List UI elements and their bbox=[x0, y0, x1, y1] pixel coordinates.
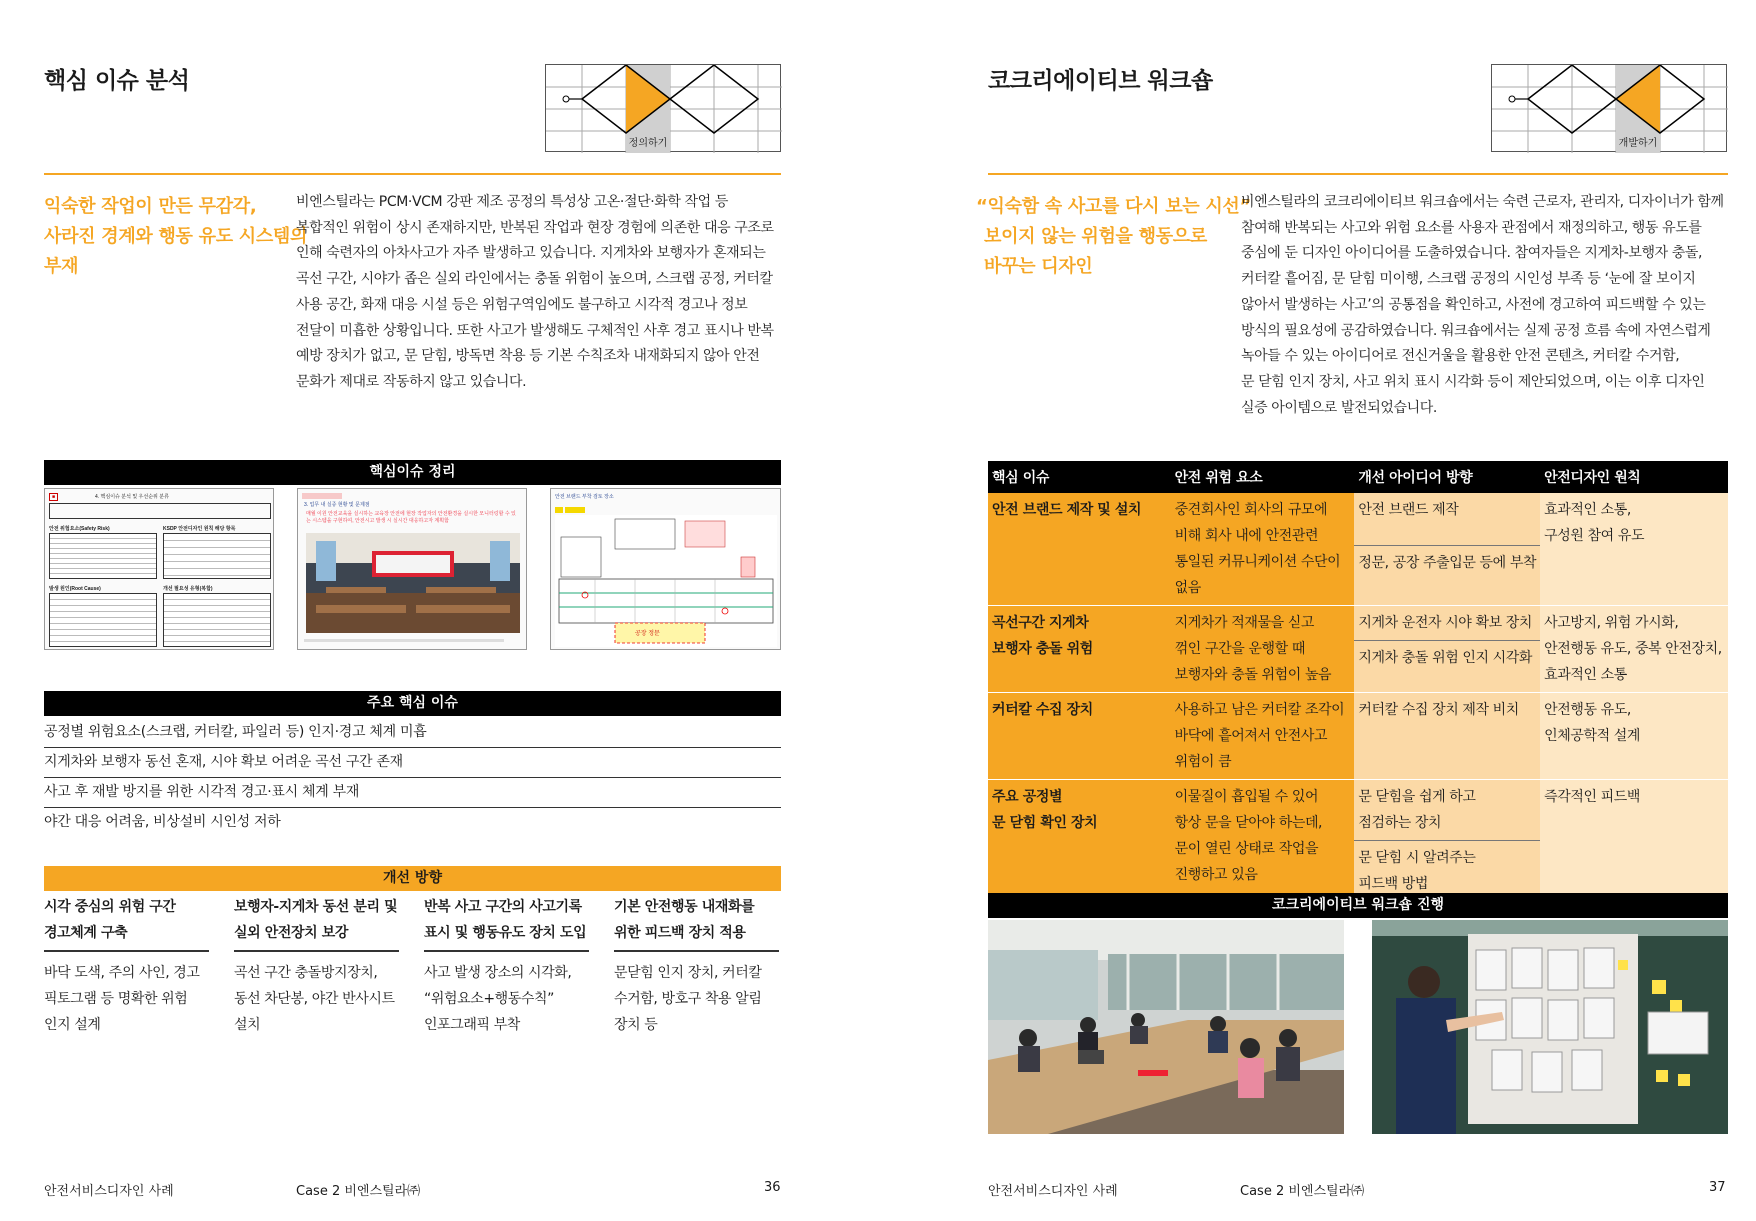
thumbnail-text: 공장 정문 bbox=[635, 631, 660, 637]
page-title: 코크리에이티브 워크숍 bbox=[988, 68, 1213, 94]
cell-line: 중견회사인 회사의 규모에 bbox=[1174, 502, 1328, 518]
direction-column bbox=[44, 894, 209, 1038]
cell-line: 즉각적인 피드백 bbox=[1544, 789, 1641, 805]
cell-line: 주요 공정별 bbox=[992, 789, 1063, 805]
idea-item bbox=[1354, 606, 1540, 640]
idea-item bbox=[1354, 840, 1540, 901]
cell-line: 통일된 커뮤니케이션 수단이 bbox=[1174, 554, 1341, 570]
cell-line: 보행자와 충돌 위험이 높음 bbox=[1174, 667, 1332, 683]
body-line: 참여해 반복되는 사고와 위험 요소를 사용자 관점에서 재정의하고, 행동 유도를 bbox=[1241, 219, 1702, 236]
body-line: 커터칼 흩어짐, 문 닫힘 미이행, 스크랩 공정의 시인성 부족 등 ‘눈에 잘 보이지 bbox=[1241, 271, 1696, 288]
divider bbox=[44, 173, 781, 175]
direction-body bbox=[614, 952, 779, 1038]
body-line: 않아서 발생하는 사고’의 공통점을 확인하고, 사전에 경고하여 피드백할 수 있는 bbox=[1241, 296, 1706, 313]
subheading-line: 익숙한 작업이 만든 무감각, bbox=[44, 196, 257, 217]
table-row bbox=[988, 493, 1728, 606]
subheading-line: 부재 bbox=[44, 256, 79, 277]
footer-case: Case 2 비엔스틸라㈜ bbox=[296, 1184, 421, 1199]
direction-heading-line: 위한 피드백 장치 적용 bbox=[614, 925, 746, 941]
cell-line: 비해 회사 내에 안전관련 bbox=[1174, 528, 1319, 544]
table-header: 안전디자인 원칙 bbox=[1540, 461, 1728, 493]
cell-line: 커터칼 수집 장치 bbox=[992, 702, 1093, 718]
cell-line: 사용하고 남은 커터칼 조각이 bbox=[1174, 702, 1345, 718]
divider bbox=[988, 173, 1728, 175]
cell-line: 구성원 참여 유도 bbox=[1544, 528, 1645, 544]
body-paragraph bbox=[1241, 190, 1729, 421]
body-line: 예방 장치가 없고, 문 닫힘, 방독면 착용 등 기본 수칙조차 내재화되지 않아 안전 bbox=[296, 348, 760, 365]
direction-heading-line: 반복 사고 구간의 사고기록 bbox=[424, 899, 582, 915]
direction-column bbox=[234, 894, 399, 1038]
cell-line: 안전행동 유도, bbox=[1544, 702, 1631, 718]
table-cell-risk bbox=[1171, 493, 1355, 606]
table-cell-risk bbox=[1171, 606, 1355, 693]
section-bar-summary: 핵심이슈 정리 bbox=[44, 460, 781, 485]
page-title: 핵심 이슈 분석 bbox=[44, 68, 190, 94]
page-number: 37 bbox=[1709, 1180, 1726, 1195]
table-cell-risk bbox=[1171, 693, 1355, 780]
body-line: 방식의 필요성에 공감하였습니다. 워크숍에서는 실제 공정 흐름 속에 자연스럽게 bbox=[1241, 322, 1711, 339]
direction-body bbox=[44, 952, 209, 1038]
body-paragraph bbox=[296, 190, 784, 396]
footer-publication: 안전서비스디자인 사례 bbox=[988, 1184, 1118, 1199]
table-header: 핵심 이슈 bbox=[988, 461, 1171, 493]
table-cell-issue bbox=[988, 693, 1171, 780]
cell-line: 바닥에 흩어져서 안전사고 bbox=[1174, 728, 1328, 744]
cell-line: 효과적인 소통, bbox=[1544, 502, 1631, 518]
direction-body-line: 설치 bbox=[234, 1017, 261, 1033]
table-row bbox=[988, 780, 1728, 902]
direction-heading bbox=[424, 894, 589, 952]
table-cell-principle bbox=[1540, 693, 1728, 780]
table-cell-principle bbox=[1540, 780, 1728, 902]
table-row bbox=[988, 606, 1728, 693]
subheading bbox=[44, 192, 308, 282]
idea-item bbox=[1354, 545, 1540, 580]
direction-body-line: 바닥 도색, 주의 사인, 경고 bbox=[44, 965, 200, 981]
workshop-photo-board bbox=[1372, 920, 1728, 1134]
body-line: 문 닫힘 인지 장치, 사고 위치 표시 시각화 등이 제안되었으며, 이는 이후 디자인 bbox=[1241, 373, 1705, 390]
subheading-line: “익숙함 속 사고를 다시 보는 시선” bbox=[976, 196, 1252, 217]
section-bar-direction: 개선 방향 bbox=[44, 866, 781, 891]
list-item: 공정별 위험요소(스크랩, 커터칼, 파일러 등) 인지·경고 체계 미흡 bbox=[44, 718, 781, 748]
cell-line: 안전 브랜드 제작 및 설치 bbox=[992, 502, 1142, 518]
footer-publication: 안전서비스디자인 사례 bbox=[44, 1184, 174, 1199]
issue-table bbox=[988, 461, 1728, 902]
body-line: 비엔스틸라의 코크리에이티브 워크숍에서는 숙련 근로자, 관리자, 디자이너가 함께 bbox=[1241, 194, 1724, 210]
thumbnail-text: 안전 위험요소(Safety Risk) bbox=[49, 526, 110, 532]
body-line: 전달이 미흡한 상황입니다. 또한 사고가 발생해도 구체적인 사후 경고 표시나 반복 bbox=[296, 322, 774, 339]
list-item: 사고 후 재발 방지를 위한 시각적 경고·표시 체계 부재 bbox=[44, 778, 781, 808]
cell-line: 점검하는 장치 bbox=[1358, 815, 1442, 831]
thumbnail-training-room-slide bbox=[297, 488, 527, 650]
subheading-line: 보이지 않는 위험을 행동으로 bbox=[984, 226, 1207, 247]
direction-heading bbox=[234, 894, 399, 952]
body-line: 비엔스틸라는 PCM·VCM 강판 제조 공정의 특성상 고온·절단·화학 작업 등 bbox=[296, 194, 728, 210]
process-diagram bbox=[545, 64, 781, 152]
cell-line: 지게차 충돌 위험 인지 시각화 bbox=[1358, 650, 1533, 666]
cell-line: 효과적인 소통 bbox=[1544, 667, 1627, 683]
body-line: 곡선 구간, 시야가 좁은 실외 라인에서는 충돌 위험이 높으며, 스크랩 공정, 커터칼 bbox=[296, 271, 773, 288]
cell-line: 곡선구간 지게차 bbox=[992, 615, 1089, 631]
workshop-photo-meeting bbox=[988, 920, 1344, 1134]
direction-heading-line: 실외 안전장치 보강 bbox=[234, 925, 348, 941]
subheading-line: 바꾸는 디자인 bbox=[984, 256, 1093, 277]
direction-body-line: “위험요소+행동수칙” bbox=[424, 991, 555, 1007]
body-line: 실증 아이템으로 발전되었습니다. bbox=[1241, 399, 1437, 416]
direction-heading-line: 보행자-지게차 동선 분리 및 bbox=[234, 899, 398, 915]
direction-column bbox=[614, 894, 779, 1038]
direction-heading-line: 경고체계 구축 bbox=[44, 925, 128, 941]
cell-line: 정문, 공장 주출입문 등에 부착 bbox=[1358, 555, 1537, 571]
thumbnail-text: KSDP 안전디자인 원칙 해당 항목 bbox=[163, 526, 236, 532]
direction-body-line: 문닫힘 인지 장치, 커터칼 bbox=[614, 965, 762, 981]
table-cell-ideas bbox=[1354, 606, 1540, 693]
cell-line: 위험이 큼 bbox=[1174, 754, 1232, 770]
direction-heading bbox=[44, 894, 209, 952]
classroom-photo bbox=[306, 533, 520, 633]
direction-body-line: 인지 설계 bbox=[44, 1017, 101, 1033]
thumbnail-text: 4. 핵심이슈 분석 및 우선순위 분류 bbox=[95, 494, 169, 500]
cell-line: 없음 bbox=[1174, 580, 1201, 596]
list-item: 야간 대응 어려움, 비상설비 시인성 저하 bbox=[44, 814, 281, 830]
table-cell-ideas bbox=[1354, 493, 1540, 606]
process-stage-label: 정의하기 bbox=[628, 138, 668, 149]
thumbnail-text: 3. 업무 내 실증 현황 및 문제점 bbox=[304, 502, 370, 508]
cell-line: 진행하고 있음 bbox=[1174, 867, 1258, 883]
body-line: 중심에 둔 디자인 아이디어를 도출하였습니다. 참여자들은 지게차-보행자 충돌, bbox=[1241, 245, 1703, 262]
subheading-line: 사라진 경계와 행동 유도 시스템의 bbox=[44, 226, 308, 247]
direction-heading-line: 기본 안전행동 내재화를 bbox=[614, 899, 755, 915]
cell-line: 안전행동 유도, 중복 안전장치, bbox=[1544, 641, 1722, 657]
thumbnail-floor-plan bbox=[550, 488, 781, 650]
cell-line: 문 닫힘을 쉽게 하고 bbox=[1358, 789, 1476, 805]
thumbnail-text: 개선 필요성 유형(복합) bbox=[163, 586, 213, 592]
table-cell-principle bbox=[1540, 493, 1728, 606]
process-stage-label: 개발하기 bbox=[1618, 138, 1658, 149]
section-bar-workshop: 코크리에이티브 워크숍 진행 bbox=[988, 893, 1728, 918]
double-diamond-diagram bbox=[1492, 65, 1728, 153]
cell-line: 인체공학적 설계 bbox=[1544, 728, 1641, 744]
table-row bbox=[988, 693, 1728, 780]
direction-heading bbox=[614, 894, 779, 952]
cell-line: 커터칼 수집 장치 제작 비치 bbox=[1358, 702, 1519, 718]
subheading bbox=[976, 192, 1252, 282]
summary-thumbnails bbox=[44, 488, 781, 650]
cell-line: 사고방지, 위험 가시화, bbox=[1544, 615, 1679, 631]
direction-heading-line: 시각 중심의 위험 구간 bbox=[44, 899, 176, 915]
idea-item bbox=[1354, 693, 1540, 727]
cell-line: 피드백 방법 bbox=[1358, 876, 1429, 892]
thumbnail-issue-table: ■ 4. 핵심이슈 분석 및 우선순위 분류 안전 위험요소(Safety Risk) KSDP 안전디자인 원칙 해당 항목 발생 원인(Root Cause) 개선 필요성 유형(복합) bbox=[44, 488, 274, 650]
direction-column bbox=[424, 894, 589, 1038]
direction-body bbox=[234, 952, 399, 1038]
thumbnail-text: 발생 원인(Root Cause) bbox=[49, 586, 101, 592]
direction-body-line: 픽토그램 등 명확한 위험 bbox=[44, 991, 188, 1007]
cell-line: 보행자 충돌 위험 bbox=[992, 641, 1093, 657]
cell-line: 문 닫힘 시 알려주는 bbox=[1358, 850, 1476, 866]
idea-item bbox=[1354, 780, 1540, 840]
table-cell-risk bbox=[1171, 780, 1355, 902]
cell-line: 항상 문을 닫아야 하는데, bbox=[1174, 815, 1323, 831]
direction-body bbox=[424, 952, 589, 1038]
direction-body-line: 장치 등 bbox=[614, 1017, 658, 1033]
direction-body-line: 동선 차단봉, 야간 반사시트 bbox=[234, 991, 395, 1007]
table-cell-issue bbox=[988, 780, 1171, 902]
direction-body-line: 곡선 구간 충돌방지장치, bbox=[234, 965, 378, 981]
table-header: 안전 위험 요소 bbox=[1171, 461, 1355, 493]
direction-body-line: 인포그래픽 부착 bbox=[424, 1017, 520, 1033]
main-issues-list bbox=[44, 718, 781, 838]
table-header: 개선 아이디어 방향 bbox=[1354, 461, 1540, 493]
floor-plan-drawing bbox=[555, 515, 777, 647]
direction-body-line: 수거함, 방호구 착용 알림 bbox=[614, 991, 762, 1007]
page-number: 36 bbox=[764, 1180, 781, 1195]
body-line: 복합적인 위험이 상시 존재하지만, 반복된 작업과 현장 경험에 의존한 대응 구조로 bbox=[296, 219, 774, 236]
table-cell-principle bbox=[1540, 606, 1728, 693]
thumbnail-text: 안전 브랜드 부착 검토 장소 bbox=[555, 494, 614, 500]
cell-line: 지게차가 적재물을 싣고 bbox=[1174, 615, 1315, 631]
table-cell-issue bbox=[988, 606, 1171, 693]
cell-line: 안전 브랜드 제작 bbox=[1358, 502, 1459, 518]
idea-item bbox=[1354, 493, 1540, 545]
cell-line: 지게차 운전자 시야 확보 장치 bbox=[1358, 615, 1533, 631]
process-diagram bbox=[1491, 64, 1727, 152]
body-line: 문화가 제대로 작동하지 않고 있습니다. bbox=[296, 373, 527, 390]
section-bar-main-issues: 주요 핵심 이슈 bbox=[44, 691, 781, 716]
cell-line: 문이 열린 상태로 작업을 bbox=[1174, 841, 1319, 857]
body-line: 녹아들 수 있는 아이디어로 전신거울을 활용한 안전 콘텐츠, 커터칼 수거함, bbox=[1241, 348, 1680, 365]
footer-case: Case 2 비엔스틸라㈜ bbox=[1240, 1184, 1365, 1199]
table-cell-ideas bbox=[1354, 780, 1540, 902]
body-line: 사용 공간, 화재 대응 시설 등은 위험구역임에도 불구하고 시각적 경고나 정보 bbox=[296, 296, 748, 313]
direction-body-line: 사고 발생 장소의 시각화, bbox=[424, 965, 572, 981]
table-cell-issue bbox=[988, 493, 1171, 606]
direction-heading-line: 표시 및 행동유도 장치 도입 bbox=[424, 925, 587, 941]
right-page bbox=[878, 0, 1756, 1221]
table-cell-ideas bbox=[1354, 693, 1540, 780]
cell-line: 문 닫힘 확인 장치 bbox=[992, 815, 1098, 831]
body-line: 인해 숙련자의 아차사고가 자주 발생하고 있습니다. 지게차와 보행자가 혼재되는 bbox=[296, 245, 766, 262]
idea-item bbox=[1354, 640, 1540, 675]
cell-line: 꺾인 구간을 운행할 때 bbox=[1174, 641, 1305, 657]
thumbnail-text: 매월 이원 안전교육을 실시하는 교육장 안전에 현장 작업자의 안전환경을 실시한 모니터링할 수 있는 시스템을 구현하여, 안전시고 발생 시 실시간 대응하고자 계획함 bbox=[306, 511, 516, 524]
cell-line: 이물질이 흡입될 수 있어 bbox=[1174, 789, 1319, 805]
list-item: 지게차와 보행자 동선 혼재, 시야 확보 어려운 곡선 구간 존재 bbox=[44, 748, 781, 778]
